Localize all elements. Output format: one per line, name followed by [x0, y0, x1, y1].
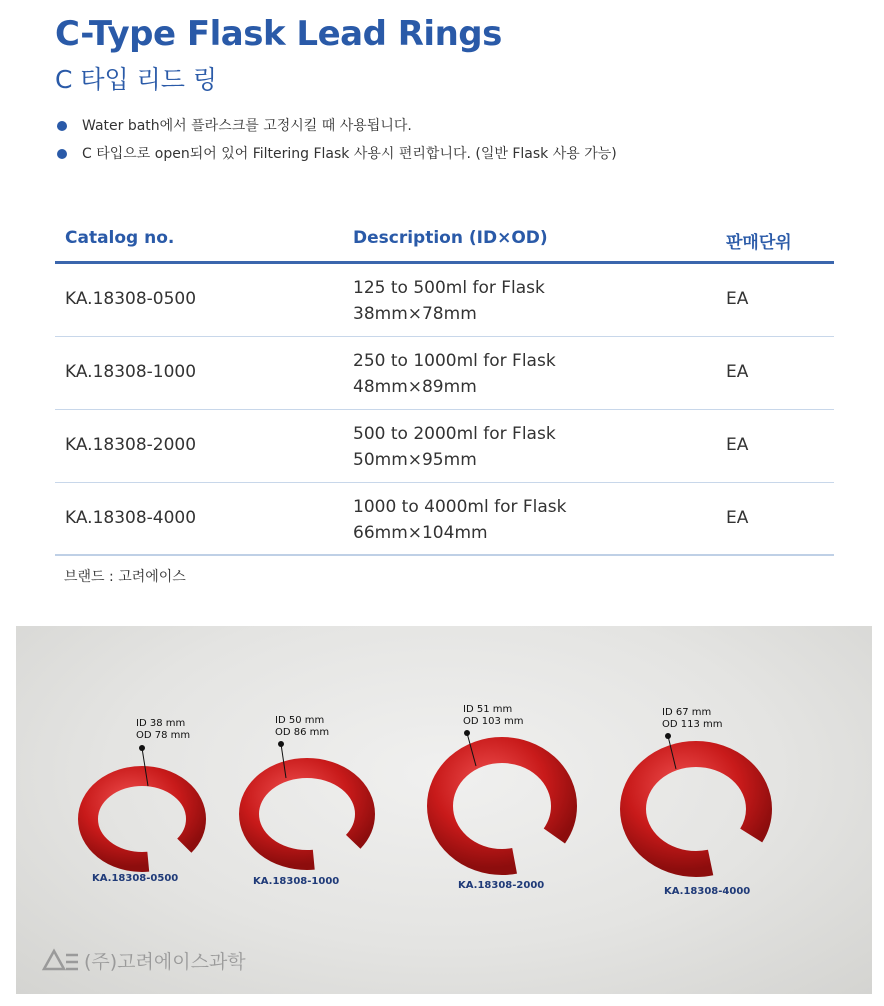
description-line: 125 to 500ml for Flask — [353, 278, 545, 298]
ring-od-label: OD 113 mm — [662, 719, 723, 730]
description-cell — [353, 494, 567, 546]
catalog-cell: KA.18308-1000 — [65, 362, 197, 382]
brand-label: 브랜드 : 고려에이스 — [64, 569, 186, 585]
ring-od-label: OD 103 mm — [463, 716, 524, 727]
description-cell — [353, 348, 556, 400]
feature-text: C 타입으로 open되어 있어 Filtering Flask 사용시 편리합니다. (일반 Flask 사용 가능) — [82, 146, 617, 162]
ring-code-label: KA.18308-4000 — [664, 886, 751, 897]
unit-cell: EA — [726, 508, 749, 528]
ring-code-label: KA.18308-0500 — [92, 873, 179, 884]
unit-cell: EA — [726, 435, 749, 455]
company-logo-icon — [44, 951, 78, 969]
product-photo-svg — [16, 626, 872, 994]
ring-od-label: OD 78 mm — [136, 730, 191, 741]
feature-item — [57, 115, 617, 143]
page-title: C-Type Flask Lead Rings — [55, 14, 502, 54]
table-row — [55, 410, 834, 483]
bullet-icon — [57, 149, 67, 159]
dimension-line: 50mm×95mm — [353, 450, 477, 470]
lead-ring-1000 — [249, 715, 365, 887]
table-row — [55, 337, 834, 410]
description-line: 250 to 1000ml for Flask — [353, 351, 556, 371]
ring-code-label: KA.18308-1000 — [253, 876, 340, 887]
feature-list — [57, 115, 617, 171]
table-row — [55, 483, 834, 556]
bullet-icon — [57, 121, 67, 131]
lead-ring-0500 — [88, 718, 196, 884]
ring-id-label: ID 38 mm — [136, 718, 186, 729]
company-watermark: (주)고려에이스과학 — [84, 951, 246, 973]
feature-text: Water bath에서 플라스크를 고정시킬 때 사용됩니다. — [82, 118, 412, 134]
dimension-line: 38mm×78mm — [353, 304, 477, 324]
dimension-line: 48mm×89mm — [353, 377, 477, 397]
ring-id-label: ID 51 mm — [463, 704, 513, 715]
table-header — [55, 220, 834, 264]
product-table — [55, 220, 834, 556]
lead-ring-2000 — [440, 704, 564, 891]
description-cell — [353, 275, 545, 327]
product-photo — [16, 626, 872, 994]
page-subtitle: C 타입 리드 링 — [55, 65, 218, 94]
description-cell — [353, 421, 556, 473]
ring-id-label: ID 50 mm — [275, 715, 325, 726]
catalog-cell: KA.18308-2000 — [65, 435, 197, 455]
unit-cell: EA — [726, 362, 749, 382]
description-line: 500 to 2000ml for Flask — [353, 424, 556, 444]
header-unit: 판매단위 — [726, 233, 792, 253]
catalog-cell: KA.18308-0500 — [65, 289, 197, 309]
feature-item — [57, 143, 617, 171]
header-description: Description (ID×OD) — [353, 228, 548, 248]
ring-id-label: ID 67 mm — [662, 707, 712, 718]
ring-od-label: OD 86 mm — [275, 727, 330, 738]
dimension-line: 66mm×104mm — [353, 523, 488, 543]
lead-ring-4000 — [633, 707, 759, 897]
table-row — [55, 264, 834, 337]
description-line: 1000 to 4000ml for Flask — [353, 497, 567, 517]
ring-code-label: KA.18308-2000 — [458, 880, 545, 891]
unit-cell: EA — [726, 289, 749, 309]
header-catalog: Catalog no. — [65, 228, 175, 248]
catalog-cell: KA.18308-4000 — [65, 508, 197, 528]
